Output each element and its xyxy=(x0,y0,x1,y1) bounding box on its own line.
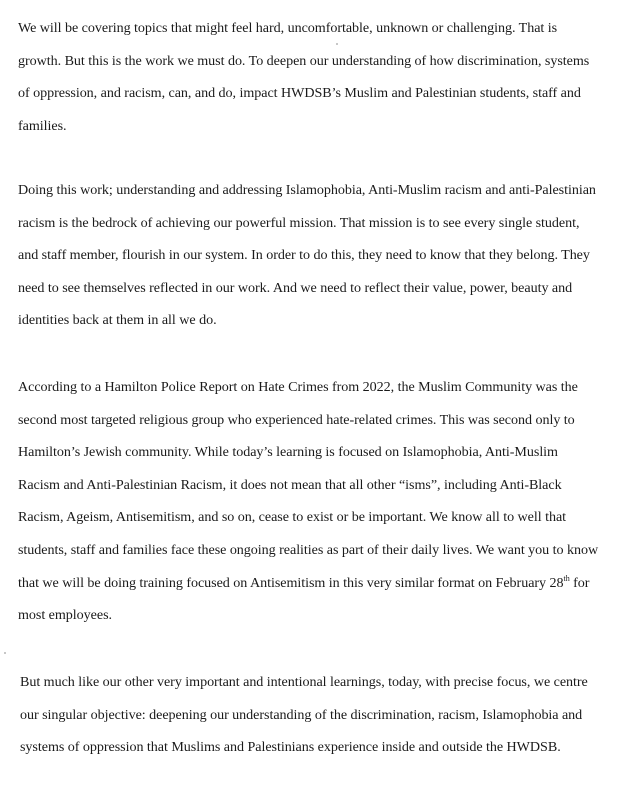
paragraph-hate-crimes-report xyxy=(18,377,598,638)
text-line: second most targeted religious group who experienced hate-related crimes. This was second only to xyxy=(18,411,575,428)
text-line: But much like our other very important and intentional learnings, today, with precise focus, we centre xyxy=(20,674,588,690)
text-line: According to a Hamilton Police Report on Hate Crimes from 2022, the Muslim Community was the xyxy=(18,379,578,395)
ordinal-suffix: th xyxy=(563,573,570,583)
text-line: Racism and Anti-Palestinian Racism, it does not mean that all other “isms”, including Anti-Black xyxy=(18,476,562,493)
text-line: families. xyxy=(18,117,67,134)
paragraph-intro xyxy=(18,18,589,148)
paragraph-objective xyxy=(20,672,588,770)
scan-speck xyxy=(4,652,6,654)
text-line: Hamilton’s Jewish community. While today’s learning is focused on Islamophobia, Anti-Muslim xyxy=(18,444,558,461)
text-line: systems of oppression that Muslims and Palestinians experience inside and outside the HWDSB. xyxy=(20,739,561,756)
text-line: need to see themselves reflected in our work. And we need to reflect their value, power, beauty and xyxy=(18,279,573,296)
paragraph-mission xyxy=(18,180,596,343)
text-line: and staff member, flourish in our system. In order to do this, they need to know that they belong. They xyxy=(18,247,590,264)
text-segment: that we will be doing training focused on Antisemitism in this very similar format on February 28 xyxy=(18,574,564,591)
scan-speck xyxy=(336,43,338,45)
text-line: our singular objective: deepening our understanding of the discrimination, racism, Islamophobia and xyxy=(20,706,583,723)
text-line-training-date xyxy=(18,573,598,606)
text-line: of oppression, and racism, can, and do, impact HWDSB’s Muslim and Palestinian students, staff and xyxy=(18,85,581,102)
text-line: students, staff and families face these ongoing realities as part of their daily lives. We want you to know xyxy=(18,541,599,558)
text-segment: for xyxy=(569,574,590,591)
text-line: identities back at them in all we do. xyxy=(18,312,217,329)
text-line: Doing this work; understanding and addressing Islamophobia, Anti-Muslim racism and anti-Palestinian xyxy=(18,182,596,198)
text-line: Racism, Ageism, Antisemitism, and so on, cease to exist or be important. We know all to well that xyxy=(18,509,567,526)
text-line: We will be covering topics that might feel hard, uncomfortable, unknown or challenging. That is xyxy=(18,20,558,36)
text-line: growth. But this is the work we must do. To deepen our understanding of how discrimination, systems xyxy=(18,52,590,69)
text-line: most employees. xyxy=(18,607,112,624)
text-line: racism is the bedrock of achieving our powerful mission. That mission is to see every single student, xyxy=(18,214,580,231)
